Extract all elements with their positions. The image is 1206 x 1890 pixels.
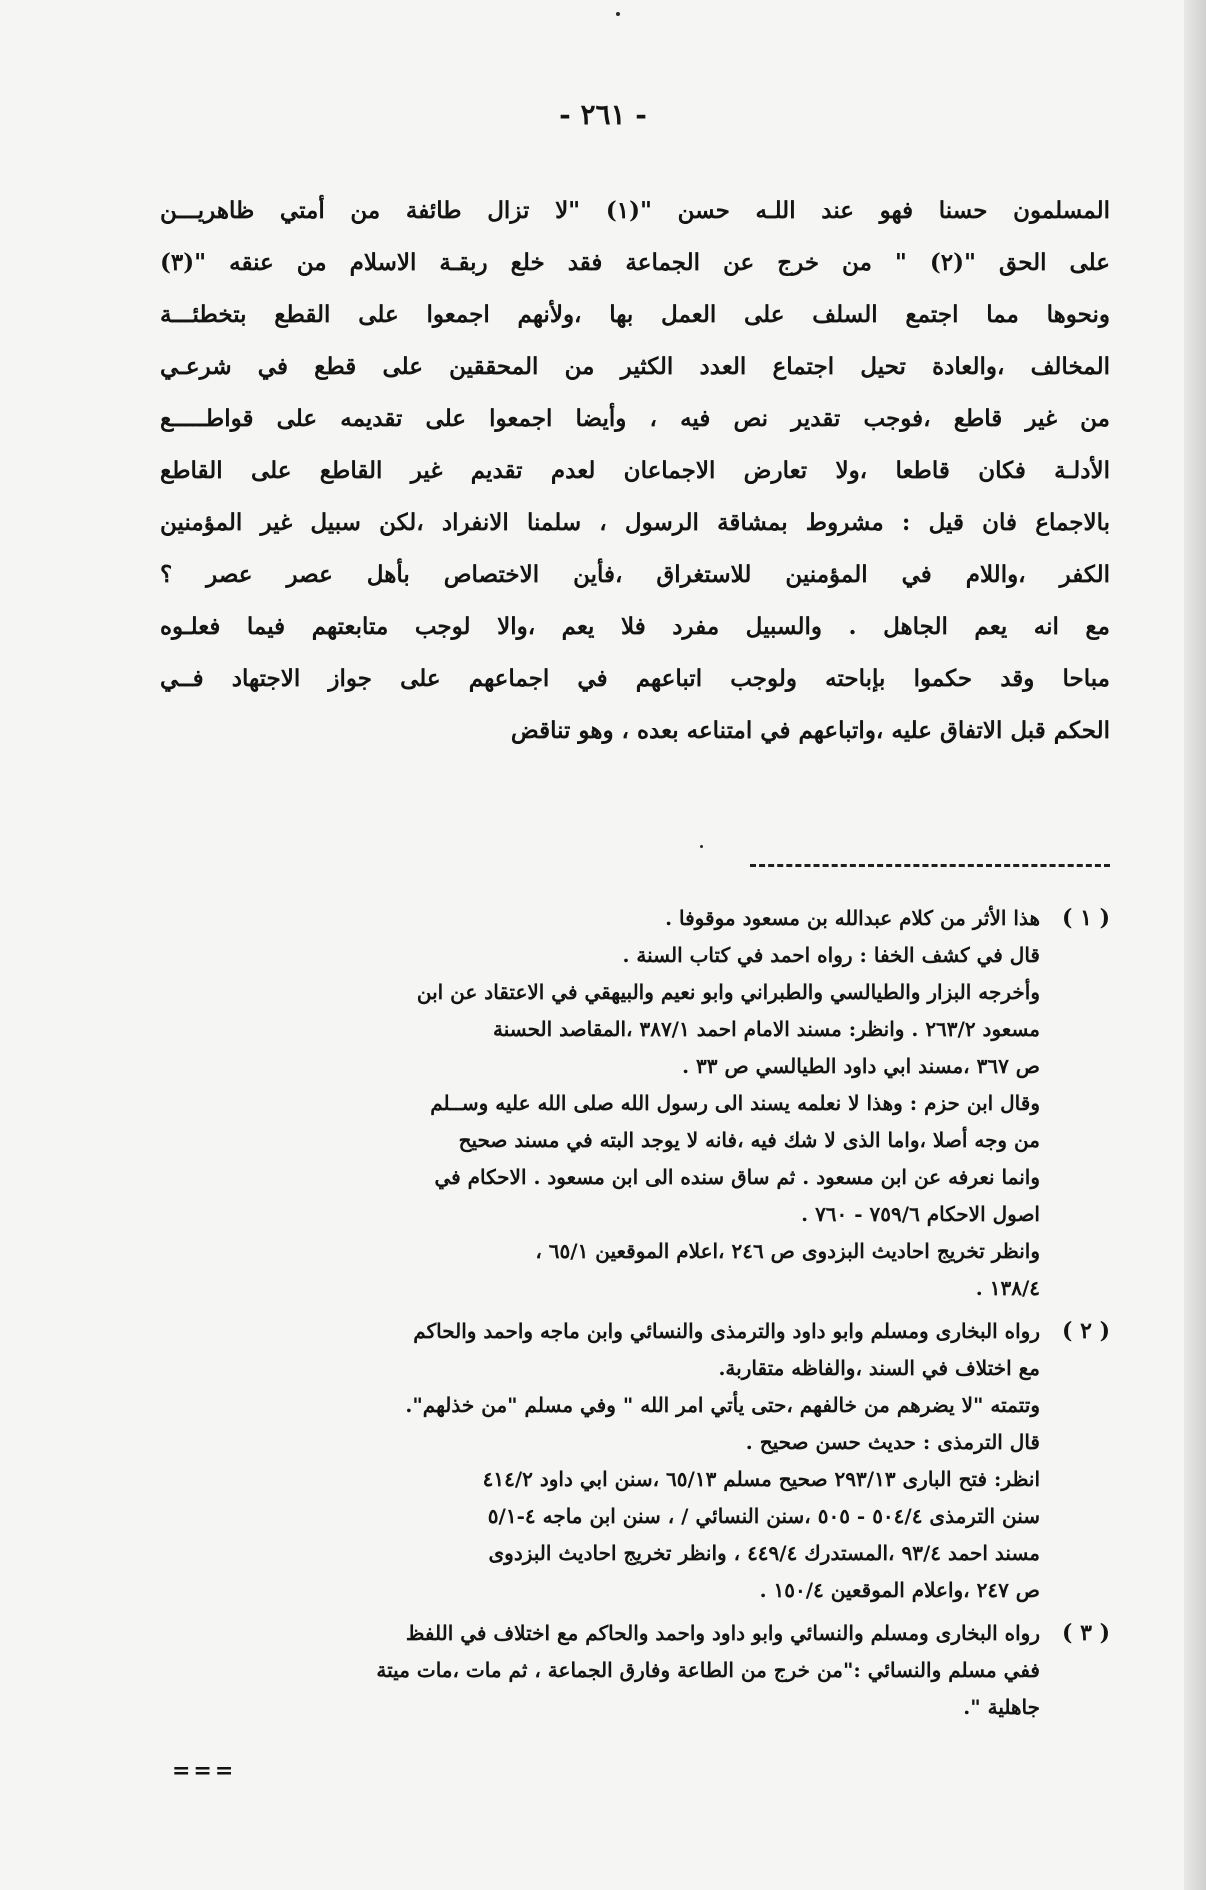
body-line: مع انه يعم الجاهل . والسبيل مفرد فلا يعم ،والا لوجب متابعتهم فيما فعلـوه [160,613,1110,640]
page-number: - ٢٦١ - [559,98,647,131]
footnote-line: وقال ابن حزم : وهذا لا نعلمه يسند الى رسول الله صلى الله عليه وســلم [430,1091,1040,1115]
footnote-line: من وجه أصلا ،واما الذى لا شك فيه ،فانه لا يوجد البته في مسند صحيح [458,1128,1040,1152]
footnote-line: وانما نعرفه عن ابن مسعود . ثم ساق سنده الى ابن مسعود . الاحكام في [434,1165,1040,1189]
footnote-line: هذا الأثر من كلام عبدالله بن مسعود موقوفا . [665,906,1040,930]
end-mark: === [172,1758,237,1784]
body-line: مباحا وقد حكموا بإباحته ولوجب اتباعهم في اجماعهم على جواز الاجتهاد فــي [160,665,1110,692]
footnote-line: وأخرجه البزار والطيالسي والطبراني وابو نعيم والبيهقي في الاعتقاد عن ابن [416,980,1040,1004]
footnote-number: ( ٢ ) [1062,1318,1110,1344]
footnote-line: اصول الاحكام ٧٥٩/٦ - ٧٦٠ . [801,1202,1040,1226]
footnote-line: قال الترمذى : حديث حسن صحيح . [745,1430,1040,1454]
footnote-line: ١٣٨/٤ . [975,1276,1040,1300]
body-line: بالاجماع فان قيل : مشروط بمشاقة الرسول ، سلمنا الانفراد ،لكن سبيل غير المؤمنين [160,509,1110,536]
footnote-2 [120,1313,1110,1609]
footnote-3 [120,1615,1110,1726]
footnote-separator [750,864,1110,867]
footnote-1 [120,900,1110,1307]
footnote-line: ص ٣٦٧ ،مسند ابي داود الطيالسي ص ٣٣ . [682,1054,1040,1078]
footnote-line: انظر: فتح البارى ٢٩٣/١٣ صحيح مسلم ٦٥/١٣ ،سنن ابي داود ٤١٤/٢ [482,1467,1040,1491]
footnote-text [120,1615,1040,1726]
body-line: من غير قاطع ،فوجب تقدير نص فيه ، وأيضا اجمعوا على تقديمه على قواطـــــع [160,405,1110,432]
footnote-line: رواه البخارى ومسلم والنسائي وابو داود واحمد والحاكم مع اختلاف في اللفظ [405,1621,1040,1645]
footnote-line: وانظر تخريج احاديث البزدوى ص ٢٤٦ ،اعلام الموقعين ٦٥/١ ، [535,1239,1040,1263]
footnote-line: مسعود ٢٦٣/٢ . وانظر: مسند الامام احمد ٣٨٧/١ ،المقاصد الحسنة [493,1017,1040,1041]
body-line: المخالف ،والعادة تحيل اجتماع العدد الكثير من المحققين على قطع في شرعـي [160,353,1110,380]
body-line: الكفر ،واللام في المؤمنين للاستغراق ،فأين الاختصاص بأهل عصر عصر ؟ [160,561,1110,588]
main-body-text [160,185,1110,757]
footnote-line: سنن الترمذى ٥٠٤/٤ - ٥٠٥ ،سنن النسائي / ، سنن ابن ماجه ٤-٥/١ [487,1504,1040,1528]
scan-speck [616,12,620,16]
footnote-line: ففي مسلم والنسائي :"من خرج من الطاعة وفارق الجماعة ، ثم مات ،مات ميتة [376,1658,1040,1682]
body-line: ونحوها مما اجتمع السلف على العمل بها ،ولأنهم اجمعوا على القطع بتخطئـــة [160,301,1110,328]
footnote-line: رواه البخارى ومسلم وابو داود والترمذى والنسائي وابن ماجه واحمد والحاكم [413,1319,1040,1343]
footnote-number: ( ١ ) [1062,905,1110,931]
footnote-line: ص ٢٤٧ ،واعلام الموقعين ١٥٠/٤ . [759,1578,1040,1602]
body-line: الأدلـة فكان قاطعا ،ولا تعارض الاجماعان لعدم تقديم غير القاطع على القاطع [160,457,1110,484]
body-line: على الحق "(٢) " من خرج عن الجماعة فقد خلع ربقـة الاسلام من عنقه "(٣) [160,249,1110,276]
footnote-line: جاهلية ". [963,1695,1040,1719]
footnote-number: ( ٣ ) [1062,1620,1110,1646]
footnote-line: مسند احمد ٩٣/٤ ،المستدرك ٤٤٩/٤ ، وانظر تخريج احاديث البزدوى [488,1541,1040,1565]
scan-edge [1184,0,1206,1890]
body-line: الحكم قبل الاتفاق عليه ،واتباعهم في امتناعه بعده ، وهو تناقض [510,717,1110,744]
footnote-line: مع اختلاف في السند ،والفاظه متقاربة. [718,1356,1040,1380]
footnote-text [120,1313,1040,1609]
scan-speck [700,845,703,848]
footnote-line: قال في كشف الخفا : رواه احمد في كتاب السنة . [622,943,1040,967]
body-line: المسلمون حسنا فهو عند اللـه حسن "(١) "لا تزال طائفة من أمتي ظاهريـــن [160,197,1110,224]
footnote-text [120,900,1040,1307]
footnotes-section [120,900,1110,1732]
footnote-line: وتتمته "لا يضرهم من خالفهم ،حتى يأتي امر الله " وفي مسلم "من خذلهم". [405,1393,1040,1417]
